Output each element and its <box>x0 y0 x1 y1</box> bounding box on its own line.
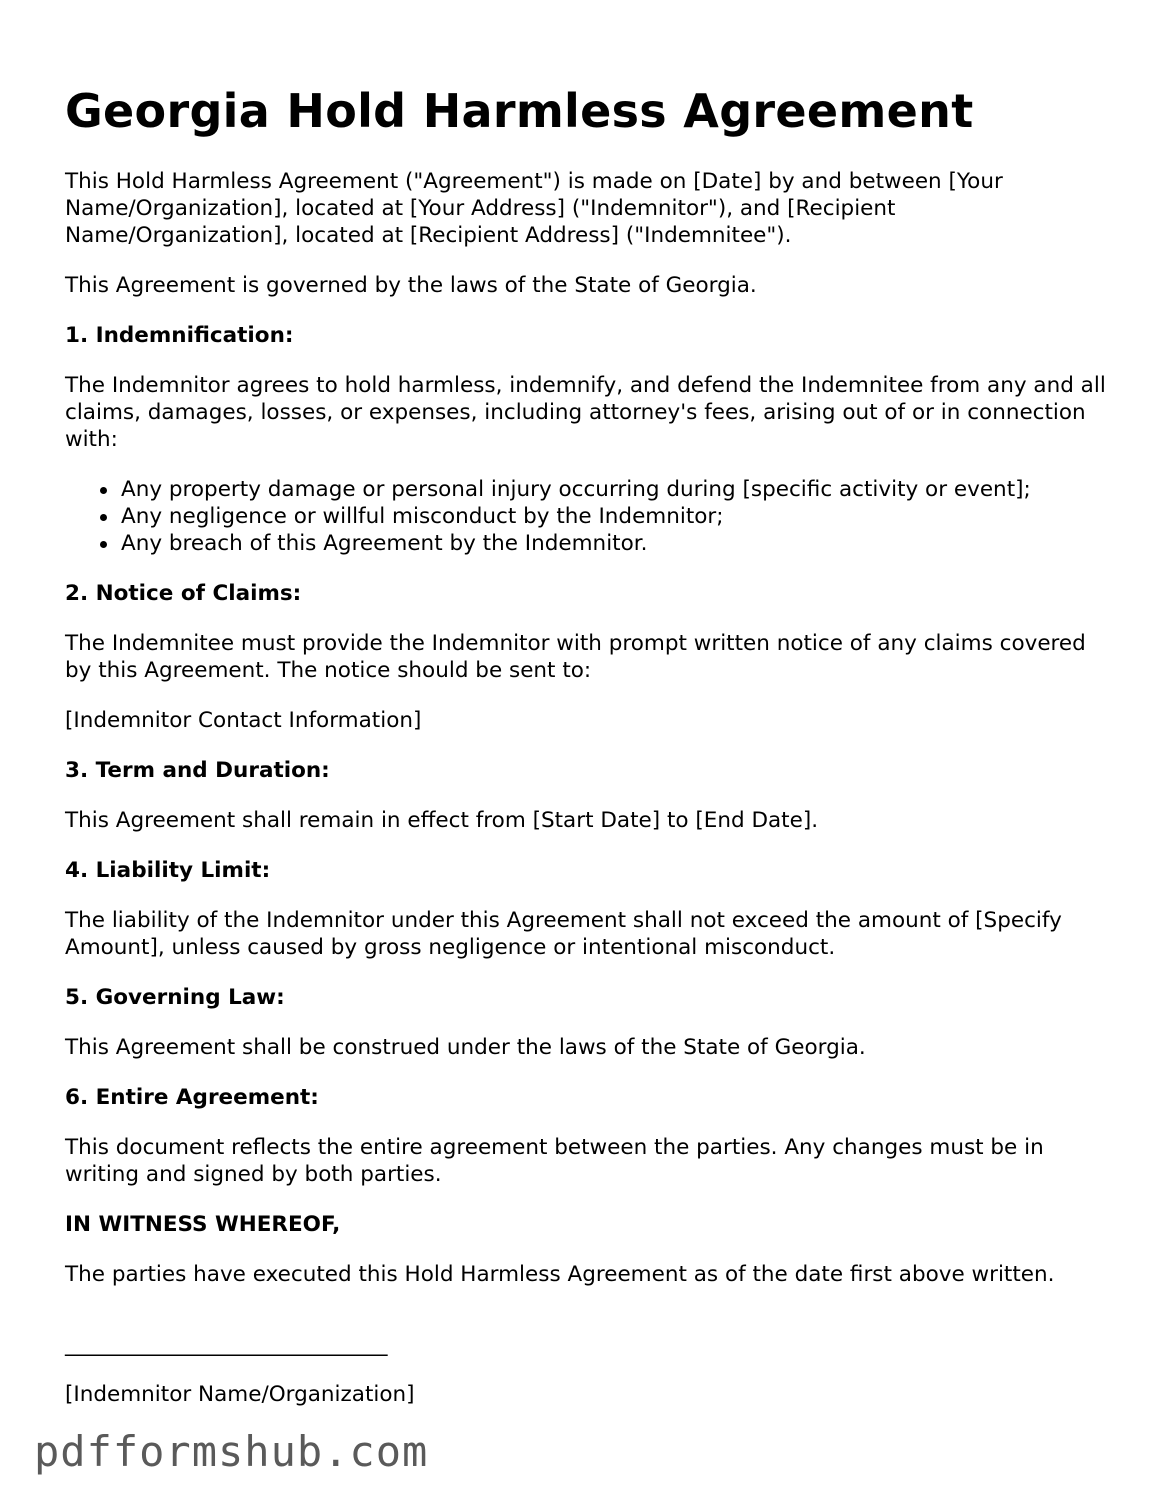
governed-paragraph: This Agreement is governed by the laws of the State of Georgia. <box>65 273 757 298</box>
section-body-term: This Agreement shall remain in effect from [Start Date] to [End Date]. <box>65 808 819 833</box>
document-body <box>65 168 1115 1431</box>
section-heading-notice: 2. Notice of Claims: <box>65 581 302 606</box>
section-heading-liability: 4. Liability Limit: <box>65 858 271 883</box>
list-item: Any property damage or personal injury occurring during [specific activity or event]; <box>121 476 1115 503</box>
list-item: Any breach of this Agreement by the Indemnitor. <box>121 530 1115 557</box>
section-body-governing-law: This Agreement shall be construed under the laws of the State of Georgia. <box>65 1035 866 1060</box>
section-body-liability: The liability of the Indemnitor under this Agreement shall not exceed the amount of [Specify Amount], unless caused by gross negligence or intentional misconduct. <box>65 908 1062 960</box>
contact-info-placeholder: [Indemnitor Contact Information] <box>65 708 422 733</box>
section-heading-governing-law: 5. Governing Law: <box>65 985 285 1010</box>
section-heading-entire-agreement: 6. Entire Agreement: <box>65 1085 319 1110</box>
section-heading-indemnification: 1. Indemnification: <box>65 323 294 348</box>
list-item: Any negligence or willful misconduct by the Indemnitor; <box>121 503 1115 530</box>
section-body-notice: The Indemnitee must provide the Indemnitor with prompt written notice of any claims covered by this Agreement. The notice should be sent to: <box>65 631 1086 683</box>
signature-label: [Indemnitor Name/Organization] <box>65 1382 415 1407</box>
indemnification-list <box>65 476 1115 557</box>
section-body-indemnification: The Indemnitor agrees to hold harmless, indemnify, and defend the Indemnitee from any and all claims, damages, losses, or expenses, including attorney's fees, arising out of or in connection with: <box>65 373 1106 452</box>
witness-heading: IN WITNESS WHEREOF, <box>65 1212 341 1237</box>
section-heading-term: 3. Term and Duration: <box>65 758 330 783</box>
signature-line: ______________________________ <box>65 1332 388 1357</box>
intro-paragraph: This Hold Harmless Agreement ("Agreement") is made on [Date] by and between [Your Name/Organization], located at [Your Address] ("Indemnitor"), and [Recipient Name/Organization], located at [Recipient Address] ("Indemnitee"). <box>65 169 1003 248</box>
section-body-entire-agreement: This document reflects the entire agreement between the parties. Any changes must be in writing and signed by both parties. <box>65 1135 1044 1187</box>
watermark: pdfformshub.com <box>34 1427 429 1476</box>
document-title: Georgia Hold Harmless Agreement <box>65 84 974 138</box>
witness-text: The parties have executed this Hold Harmless Agreement as of the date first above written. <box>65 1262 1055 1287</box>
signature-block <box>65 1331 1115 1408</box>
